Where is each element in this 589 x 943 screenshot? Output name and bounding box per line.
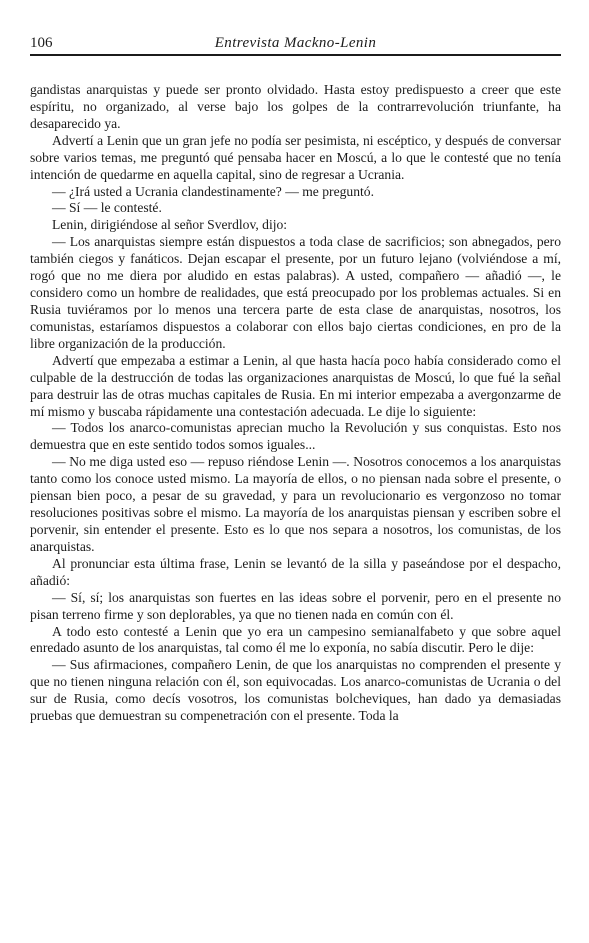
running-title: Entrevista Mackno-Lenin bbox=[214, 35, 377, 51]
paragraph: A todo esto contesté a Lenin que yo era un campesino semianalfabeto y que sobre aquel enredado asunto de los anarquistas, tal como él me lo exponía, no sabía discutir. Pero le dije: bbox=[30, 623, 561, 656]
paragraph: Advertí que empezaba a estimar a Lenin, al que hasta hacía poco había considerado como el culpable de la destrucción de todas las organizaciones anarquistas de Moscú, lo que fué la señal para destruir las de otras muchas capitales de Rusia. En mi interior empezaba a avergonzarme de mí mismo y buscaba rápidamente una contestación adecuada. Le dije lo siguiente: bbox=[30, 352, 561, 419]
page-number: 106 bbox=[30, 35, 53, 51]
paragraph: Lenin, dirigiéndose al señor Sverdlov, dijo: bbox=[52, 217, 288, 233]
dialogue-line: — Sí — le contesté. bbox=[52, 200, 162, 216]
page-header bbox=[30, 30, 561, 56]
dialogue-line: — Los anarquistas siempre están dispuestos a toda clase de sacrificios; son abnegados, pero también ciegos y fanáticos. Dejan escapar el presente, por un futuro lejano (volviéndose a mí, rogó que no me diera por aludido en estas palabras). A usted, compañero — añadió —, le considero como un hombre de realidades, que está preocupado por los problemas actuales. Si en Rusia tuviéramos por lo menos una tercera parte de esta clase de anarquistas, nosotros, los comunistas, estaríamos dispuestos a colaborar con ellos bajo ciertas condiciones, en pro de la libre organización de la producción. bbox=[30, 234, 561, 351]
dialogue-line: — No me diga usted eso — repuso riéndose Lenin —. Nosotros conocemos a los anarquistas tanto como los conoce usted mismo. La mayoría de ellos, o no piensan nada sobre el presente, o piensan bien poco, a pesar de su gravedad, y para un revolucionario es vergonzoso no tomar resoluciones positivas sobre el mismo. La mayoría de los anarquistas piensan y escriben sobre el porvenir, sin entender el presente. Esto es lo que nos separa a nosotros, los comunistas, de los anarquistas. bbox=[30, 454, 561, 554]
paragraph: Al pronunciar esta última frase, Lenin se levantó de la silla y paseándose por el despacho, añadió: bbox=[30, 555, 561, 588]
paragraph: Advertí a Lenin que un gran jefe no podía ser pesimista, ni escéptico, y después de conversar sobre varios temas, me preguntó qué pensaba hacer en Moscú, a lo que le contesté que no tenía intención de quedarme en aquella capital, sino de regresar a Ucrania. bbox=[30, 132, 561, 182]
body-text bbox=[30, 82, 561, 725]
book-page bbox=[30, 30, 561, 725]
dialogue-line: — Sí, sí; los anarquistas son fuertes en las ideas sobre el porvenir, pero en el presente no pisan terreno firme y son deplorables, ya que no tienen nada en común con él. bbox=[30, 589, 561, 622]
dialogue-line: — Sus afirmaciones, compañero Lenin, de que los anarquistas no comprenden el presente y que no tienen ninguna relación con él, son equivocadas. Los anarco-comunistas de Ucrania o del sur de Rusia, como decís vosotros, los comunistas bolcheviques, han dado ya demasiadas pruebas que demuestran su compenetración con el presente. Toda la bbox=[30, 657, 561, 724]
paragraph-continued: gandistas anarquistas y puede ser pronto olvidado. Hasta estoy predispuesto a creer que este espíritu, no organizado, al verse bajo los golpes de la contrarrevolución triunfante, ha desaparecido ya. bbox=[30, 82, 561, 131]
dialogue-line: — ¿Irá usted a Ucrania clandestinamente? — me preguntó. bbox=[52, 183, 374, 199]
dialogue-line: — Todos los anarco-comunistas aprecian mucho la Revolución y sus conquistas. Esto nos demuestra que en este sentido todos somos iguales... bbox=[30, 420, 561, 453]
